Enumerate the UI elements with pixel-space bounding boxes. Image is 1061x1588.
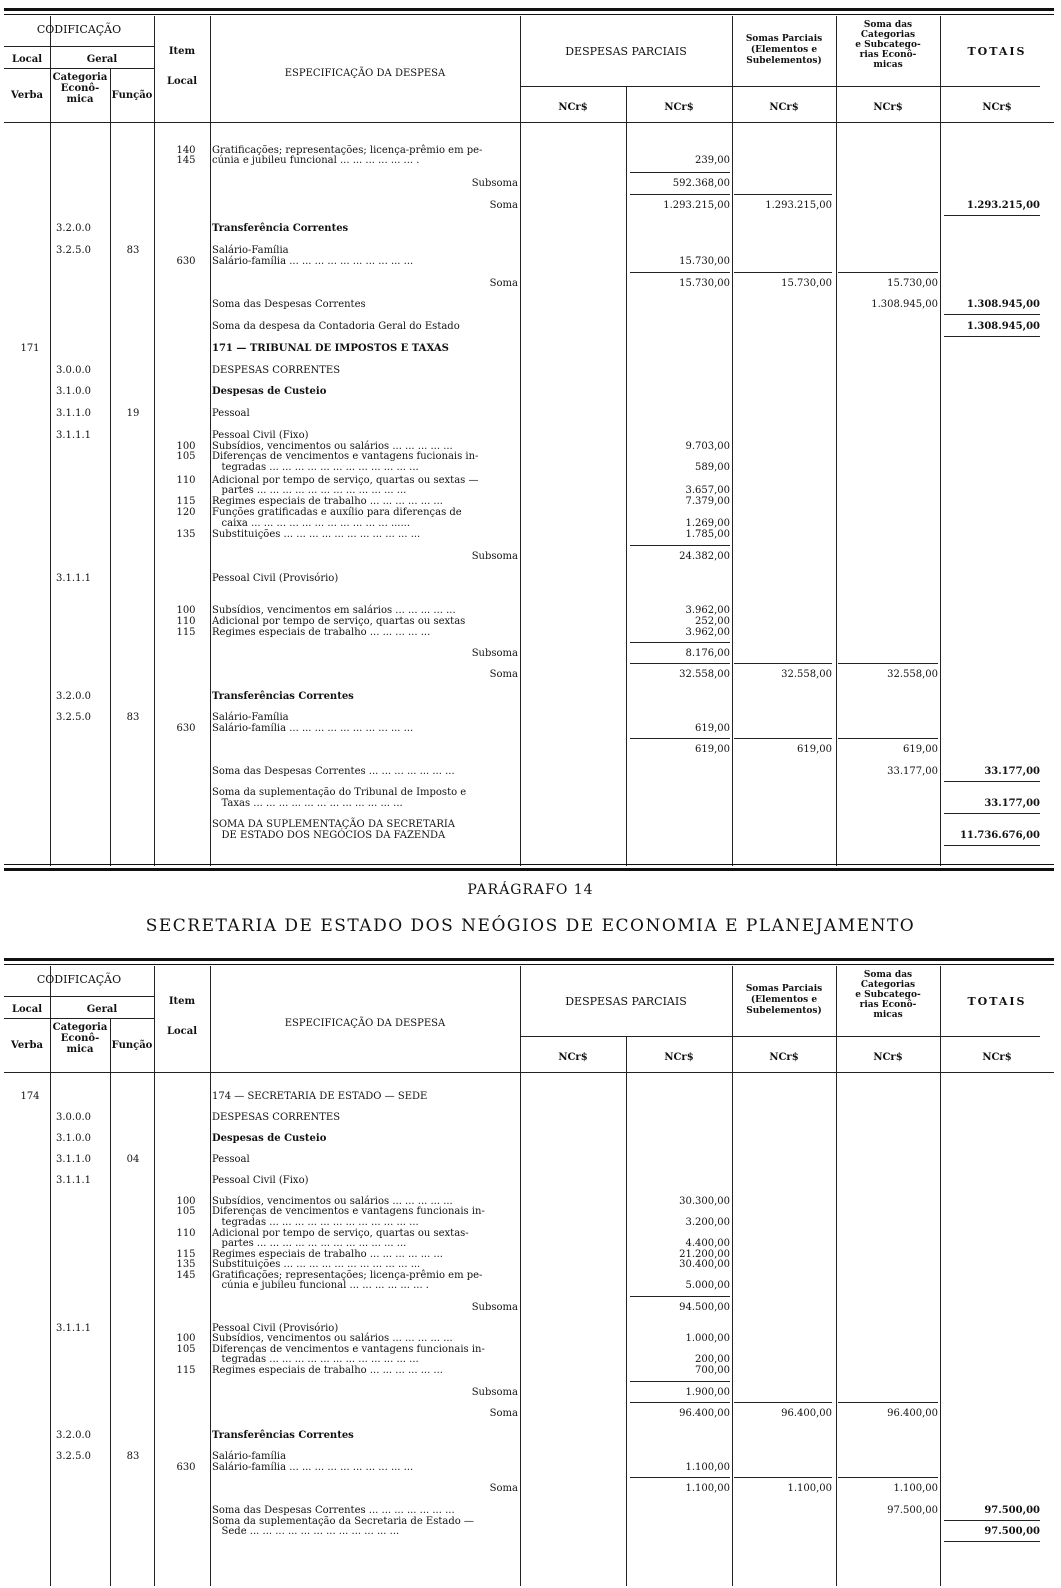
top-rule (4, 958, 1054, 961)
header-soma-cat-line: Categorias (860, 980, 916, 990)
cell-spec: Diferenças de vencimentos e vantagens funcionais in- (212, 1344, 485, 1355)
cell-spec: Salário-Família (212, 712, 289, 723)
cell-p2: 15.730,00 (679, 278, 730, 289)
paragraph-label: PARÁGRAFO 14 (467, 882, 594, 898)
cell-spec: Salário-Família (212, 245, 289, 256)
currency-label: NCr$ (558, 102, 588, 113)
header-somas-parciais-line: Somas Parciais (745, 34, 823, 44)
cell-p2: 4.400,00 (685, 1238, 730, 1249)
header-economica: Econô- (60, 83, 100, 94)
header-categoria: Categoria (52, 1022, 108, 1033)
sum-underline (630, 172, 730, 173)
currency-label: NCr$ (664, 1052, 694, 1063)
cell-p2: 1.785,00 (685, 529, 730, 540)
cell-spec: Transferência Correntes (212, 223, 349, 234)
cell-spec: DESPESAS CORRENTES (212, 1112, 341, 1123)
cell-sc: 32.558,00 (887, 669, 938, 680)
cell-spec: cúnia e jubileu funcional ... ... ... ... ... ... . (212, 155, 420, 166)
cell-spec: Transferências Correntes (212, 1430, 354, 1441)
header-somas-parciais-line: (Elementos e (750, 995, 818, 1005)
cell-p2: 1.269,00 (685, 518, 730, 529)
cell-tot: 11.736.676,00 (959, 830, 1040, 841)
header-somas-parciais-line: Somas Parciais (745, 984, 823, 994)
header-geral: Geral (86, 54, 118, 65)
cell-item: 115 (176, 1249, 196, 1260)
cell-spec: Soma (489, 200, 518, 211)
cell-sp: 15.730,00 (781, 278, 832, 289)
cell-p2: 15.730,00 (679, 256, 730, 267)
cell-verba: 174 (20, 1091, 40, 1102)
cell-p2: 1.293.215,00 (663, 200, 730, 211)
bottom-rule (4, 864, 1054, 865)
sum-underline (630, 194, 730, 195)
header-somas-parciais-line: (Elementos e (750, 45, 818, 55)
cell-p2: 96.400,00 (679, 1408, 730, 1419)
cell-spec: Sede ... ... ... ... ... ... ... ... ... ... ... ... (212, 1526, 400, 1537)
header-rule (520, 86, 1040, 87)
cell-cat: 3.1.1.0 (56, 408, 91, 419)
cell-verba: 171 (20, 343, 40, 354)
cell-spec: Substituições ... ... ... ... ... ... ... ... ... ... ... (212, 529, 421, 540)
cell-item: 100 (176, 605, 196, 616)
header-geral: Geral (86, 1004, 118, 1015)
cell-spec: Regimes especiais de trabalho ... ... ... ... ... ... (212, 1365, 443, 1376)
header-soma-cat-line: rias Econô- (859, 50, 917, 60)
sum-underline (630, 272, 730, 273)
cell-spec: Gratificações; representações; licença-prêmio em pe- (212, 1270, 483, 1281)
col-divider (626, 86, 627, 866)
currency-label: NCr$ (982, 1052, 1012, 1063)
currency-label: NCr$ (982, 102, 1012, 113)
header-categoria: Categoria (52, 72, 108, 83)
cell-sp: 1.100,00 (787, 1483, 832, 1494)
cell-item: 115 (176, 496, 196, 507)
cell-spec: Pessoal Civil (Fixo) (212, 430, 309, 441)
cell-p2: 8.176,00 (685, 648, 730, 659)
total-underline (944, 1520, 1040, 1521)
cell-spec: Salário-família ... ... ... ... ... ... ... ... ... ... (212, 256, 414, 267)
cell-spec: Diferenças de vencimentos e vantagens fucionais in- (212, 451, 479, 462)
cell-spec: Salário-família ... ... ... ... ... ... ... ... ... ... (212, 1462, 414, 1473)
header-rule (4, 46, 154, 47)
header-totais: TOTAIS (967, 995, 1027, 1008)
cell-fun: 83 (126, 712, 140, 723)
cell-spec: Pessoal (212, 408, 250, 419)
col-divider (732, 16, 733, 866)
sum-underline (630, 1381, 730, 1382)
cell-cat: 3.1.1.1 (56, 430, 91, 441)
cell-spec: Adicional por tempo de serviço, quartas ou sextas — (212, 475, 479, 486)
currency-label: NCr$ (873, 1052, 903, 1063)
cell-p2: 3.962,00 (685, 627, 730, 638)
header-soma-cat-line: Categorias (860, 30, 916, 40)
cell-fun: 83 (126, 1451, 140, 1462)
header-local: Local (11, 54, 43, 65)
header-soma-cat-line: Soma das (863, 20, 913, 30)
cell-item: 105 (176, 1206, 196, 1217)
cell-spec: Soma (489, 1408, 518, 1419)
header-mica: mica (66, 1044, 94, 1055)
cell-cat: 3.2.0.0 (56, 1430, 91, 1441)
cell-spec: Subsoma (471, 1387, 518, 1398)
cell-item: 120 (176, 507, 196, 518)
cell-p2: 1.000,00 (685, 1333, 730, 1344)
cell-sp: 619,00 (797, 744, 832, 755)
cell-sp: 96.400,00 (781, 1408, 832, 1419)
cell-spec: Despesas de Custeio (212, 386, 327, 397)
cell-cat: 3.2.5.0 (56, 712, 91, 723)
cell-p2: 619,00 (695, 723, 730, 734)
cell-spec: Adicional por tempo de serviço, quartas ou sextas- (212, 1228, 469, 1239)
cell-spec: Soma das Despesas Correntes (212, 299, 366, 310)
cell-spec: Substituições ... ... ... ... ... ... ... ... ... ... ... (212, 1259, 421, 1270)
sum-underline (630, 663, 730, 664)
cell-spec: Subsídios, vencimentos ou salários ... ... ... ... ... (212, 1196, 453, 1207)
cell-item: 630 (176, 256, 196, 267)
cell-cat: 3.2.0.0 (56, 223, 91, 234)
cell-cat: 3.0.0.0 (56, 365, 91, 376)
cell-spec: DE ESTADO DOS NEGÓCIOS DA FAZENDA (212, 830, 446, 841)
header-soma-cat-line: e Subcatego- (855, 990, 921, 1000)
col-divider (210, 16, 211, 866)
cell-tot: 1.308.945,00 (966, 321, 1040, 332)
cell-spec: 171 — TRIBUNAL DE IMPOSTOS E TAXAS (212, 343, 449, 354)
currency-label: NCr$ (769, 1052, 799, 1063)
sum-underline (734, 738, 832, 739)
cell-spec: Salário-família (212, 1451, 287, 1462)
cell-p2: 619,00 (695, 744, 730, 755)
cell-tot: 97.500,00 (984, 1505, 1040, 1516)
sum-underline (630, 642, 730, 643)
total-underline (944, 813, 1040, 814)
cell-spec: Subsídios, vencimentos ou salários ... ... ... ... ... (212, 441, 453, 452)
cell-spec: Soma da suplementação da Secretaria de Estado — (212, 1516, 474, 1527)
header-especificacao: ESPECIFICAÇÃO DA DESPESA (284, 68, 446, 79)
cell-spec: Subsídios, vencimentos ou salários ... ... ... ... ... (212, 1333, 453, 1344)
header-despesas-parciais: DESPESAS PARCIAIS (565, 45, 687, 58)
col-divider (154, 16, 155, 866)
cell-p2: 700,00 (695, 1365, 730, 1376)
col-divider (110, 68, 111, 866)
cell-sc: 97.500,00 (887, 1505, 938, 1516)
cell-spec: Gratificações; representações; licença-prêmio em pe- (212, 145, 483, 156)
top-rule-thin (4, 14, 1054, 15)
cell-spec: partes ... ... ... ... ... ... ... ... ... ... ... ... (212, 485, 407, 496)
cell-tot: 97.500,00 (984, 1526, 1040, 1537)
cell-p2: 589,00 (695, 462, 730, 473)
cell-sc: 15.730,00 (887, 278, 938, 289)
header-rule (520, 1036, 1040, 1037)
section-title: SECRETARIA DE ESTADO DOS NEÓGIOS DE ECONOMIA E PLANEJAMENTO (145, 916, 916, 936)
cell-tot: 33.177,00 (984, 766, 1040, 777)
cell-cat: 3.2.5.0 (56, 245, 91, 256)
cell-sc: 96.400,00 (887, 1408, 938, 1419)
cell-spec: 174 — SECRETARIA DE ESTADO — SEDE (212, 1091, 428, 1102)
cell-spec: Subsídios, vencimentos em salários ... ... ... ... ... (212, 605, 456, 616)
header-soma-categorias (836, 20, 940, 70)
cell-p2: 3.200,00 (685, 1217, 730, 1228)
cell-p2: 1.100,00 (685, 1462, 730, 1473)
total-underline (944, 845, 1040, 846)
header-item: Item (168, 46, 196, 57)
cell-spec: Salário-família ... ... ... ... ... ... ... ... ... ... (212, 723, 414, 734)
cell-item: 100 (176, 1333, 196, 1344)
cell-cat: 3.1.0.0 (56, 386, 91, 397)
cell-spec: Soma das Despesas Correntes ... ... ... ... ... ... ... (212, 766, 455, 777)
cell-spec: Regimes especiais de trabalho ... ... ... ... ... (212, 627, 431, 638)
cell-item: 145 (176, 1270, 196, 1281)
sum-underline (838, 1477, 938, 1478)
cell-p2: 1.100,00 (685, 1483, 730, 1494)
cell-item: 110 (176, 475, 196, 486)
col-divider (50, 16, 51, 866)
cell-tot: 33.177,00 (984, 798, 1040, 809)
cell-p2: 30.300,00 (679, 1196, 730, 1207)
budget-table-1 (4, 6, 1054, 870)
cell-cat: 3.2.0.0 (56, 691, 91, 702)
currency-label: NCr$ (558, 1052, 588, 1063)
cell-spec: Soma (489, 669, 518, 680)
sum-underline (630, 1477, 730, 1478)
header-soma-categorias (836, 970, 940, 1020)
header-funcao: Função (111, 1040, 153, 1051)
sum-underline (630, 545, 730, 546)
sum-underline (838, 738, 938, 739)
cell-sc: 1.100,00 (893, 1483, 938, 1494)
header-soma-cat-line: Soma das (863, 970, 913, 980)
currency-label: NCr$ (664, 102, 694, 113)
sum-underline (734, 194, 832, 195)
total-underline (944, 1541, 1040, 1542)
cell-spec: Regimes especiais de trabalho ... ... ... ... ... ... (212, 1249, 443, 1260)
cell-item: 115 (176, 627, 196, 638)
bottom-rule-thick (4, 868, 1054, 871)
cell-item: 630 (176, 723, 196, 734)
sum-underline (838, 663, 938, 664)
cell-spec: tegradas ... ... ... ... ... ... ... ... ... ... ... ... (212, 462, 419, 473)
top-rule-thin (4, 964, 1054, 965)
cell-spec: Subsoma (471, 1302, 518, 1313)
cell-item: 110 (176, 616, 196, 627)
cell-item: 145 (176, 155, 196, 166)
col-divider (50, 966, 51, 1586)
cell-sc: 33.177,00 (887, 766, 938, 777)
header-soma-cat-line: rias Econô- (859, 1000, 917, 1010)
cell-p2: 24.382,00 (679, 551, 730, 562)
header-item-local: Local (166, 1026, 198, 1037)
header-soma-cat-line: micas (873, 1010, 903, 1020)
cell-cat: 3.1.0.0 (56, 1133, 91, 1144)
header-mica: mica (66, 94, 94, 105)
total-underline (944, 314, 1040, 315)
header-soma-cat-line: micas (873, 60, 903, 70)
cell-spec: Transferências Correntes (212, 691, 354, 702)
cell-p2: 30.400,00 (679, 1259, 730, 1270)
header-despesas-parciais: DESPESAS PARCIAIS (565, 995, 687, 1008)
cell-spec: caixa ... ... ... ... ... ... ... ... ... ... ... ...... (212, 518, 411, 529)
cell-p2: 21.200,00 (679, 1249, 730, 1260)
cell-spec: Despesas de Custeio (212, 1133, 327, 1144)
cell-p2: 1.900,00 (685, 1387, 730, 1398)
header-totais: TOTAIS (967, 45, 1027, 58)
cell-sp: 32.558,00 (781, 669, 832, 680)
cell-cat: 3.1.1.1 (56, 1323, 91, 1334)
sum-underline (734, 663, 832, 664)
header-codificacao: CODIFICAÇÃO (36, 23, 122, 36)
sum-underline (838, 272, 938, 273)
cell-item: 110 (176, 1228, 196, 1239)
cell-item: 115 (176, 1365, 196, 1376)
cell-fun: 19 (126, 408, 140, 419)
header-somas-parciais-line: Subelementos) (746, 1006, 822, 1016)
cell-cat: 3.0.0.0 (56, 1112, 91, 1123)
cell-item: 135 (176, 529, 196, 540)
cell-p2: 94.500,00 (679, 1302, 730, 1313)
cell-item: 630 (176, 1462, 196, 1473)
cell-item: 105 (176, 451, 196, 462)
total-underline (944, 781, 1040, 782)
sum-underline (734, 272, 832, 273)
currency-label: NCr$ (873, 102, 903, 113)
cell-p2: 592.368,00 (672, 178, 730, 189)
cell-tot: 1.308.945,00 (966, 299, 1040, 310)
cell-item: 100 (176, 441, 196, 452)
sum-underline (630, 738, 730, 739)
cell-spec: Taxas ... ... ... ... ... ... ... ... ... ... ... ... (212, 798, 403, 809)
cell-spec: Pessoal Civil (Fixo) (212, 1175, 309, 1186)
cell-spec: Soma das Despesas Correntes ... ... ... ... ... ... ... (212, 1505, 455, 1516)
header-item-local: Local (166, 76, 198, 87)
cell-p2: 3.657,00 (685, 485, 730, 496)
cell-spec: Funções gratificadas e auxílio para diferenças de (212, 507, 462, 518)
cell-spec: cúnia e jubileu funcional ... ... ... ... ... ... . (212, 1280, 429, 1291)
sum-underline (734, 1402, 832, 1403)
cell-p2: 5.000,00 (685, 1280, 730, 1291)
header-verba: Verba (11, 1040, 43, 1051)
header-funcao: Função (111, 90, 153, 101)
cell-item: 105 (176, 1344, 196, 1355)
cell-p2: 7.379,00 (685, 496, 730, 507)
header-rule (4, 1018, 154, 1019)
cell-item: 135 (176, 1259, 196, 1270)
header-bottom-rule (4, 122, 1054, 123)
cell-cat: 3.1.1.1 (56, 573, 91, 584)
cell-cat: 3.1.1.0 (56, 1154, 91, 1165)
cell-p2: 32.558,00 (679, 669, 730, 680)
cell-spec: Subsoma (471, 551, 518, 562)
col-divider (520, 16, 521, 866)
top-rule (4, 8, 1054, 11)
header-rule (4, 996, 154, 997)
sum-underline (630, 1402, 730, 1403)
cell-p2: 9.703,00 (685, 441, 730, 452)
header-local: Local (11, 1004, 43, 1015)
budget-table-2 (4, 956, 1054, 1586)
cell-p2: 239,00 (695, 155, 730, 166)
cell-spec: partes ... ... ... ... ... ... ... ... ... ... ... ... (212, 1238, 407, 1249)
total-underline (944, 336, 1040, 337)
currency-label: NCr$ (769, 102, 799, 113)
col-divider (836, 16, 837, 866)
cell-fun: 04 (126, 1154, 140, 1165)
header-soma-cat-line: e Subcatego- (855, 40, 921, 50)
cell-p2: 252,00 (695, 616, 730, 627)
cell-spec: Soma da despesa da Contadoria Geral do Estado (212, 321, 460, 332)
cell-sp: 1.293.215,00 (765, 200, 832, 211)
cell-spec: Pessoal Civil (Provisório) (212, 573, 339, 584)
header-somas-parciais (732, 984, 836, 1017)
cell-spec: Adicional por tempo de serviço, quartas ou sextas (212, 616, 466, 627)
cell-fun: 83 (126, 245, 140, 256)
cell-item: 100 (176, 1196, 196, 1207)
header-somas-parciais (732, 34, 836, 67)
cell-spec: DESPESAS CORRENTES (212, 365, 341, 376)
cell-spec: Pessoal (212, 1154, 250, 1165)
sum-underline (630, 1296, 730, 1297)
cell-sc: 619,00 (903, 744, 938, 755)
cell-spec: Diferenças de vencimentos e vantagens funcionais in- (212, 1206, 485, 1217)
col-divider (210, 966, 211, 1586)
cell-spec: Soma da suplementação do Tribunal de Imposto e (212, 787, 467, 798)
cell-p2: 3.962,00 (685, 605, 730, 616)
col-divider (940, 16, 941, 866)
header-rule (4, 68, 154, 69)
cell-spec: tegradas ... ... ... ... ... ... ... ... ... ... ... ... (212, 1217, 419, 1228)
header-codificacao: CODIFICAÇÃO (36, 973, 122, 986)
cell-spec: tegradas ... ... ... ... ... ... ... ... ... ... ... ... (212, 1354, 419, 1365)
cell-sc: 1.308.945,00 (871, 299, 938, 310)
sum-underline (734, 1477, 832, 1478)
header-verba: Verba (11, 90, 43, 101)
cell-item: 140 (176, 145, 196, 156)
cell-spec: Pessoal Civil (Provisório) (212, 1323, 339, 1334)
cell-tot: 1.293.215,00 (966, 200, 1040, 211)
total-underline (944, 215, 1040, 216)
cell-spec: Soma (489, 278, 518, 289)
cell-cat: 3.1.1.1 (56, 1175, 91, 1186)
header-economica: Econô- (60, 1033, 100, 1044)
sum-underline (838, 1402, 938, 1403)
cell-cat: 3.2.5.0 (56, 1451, 91, 1462)
col-divider (110, 1018, 111, 1586)
cell-spec: SOMA DA SUPLEMENTAÇÃO DA SECRETARIA (212, 819, 456, 830)
header-bottom-rule (4, 1072, 1054, 1073)
header-item: Item (168, 996, 196, 1007)
cell-spec: Regimes especiais de trabalho ... ... ... ... ... ... (212, 496, 443, 507)
cell-spec: Subsoma (471, 648, 518, 659)
col-divider (154, 966, 155, 1586)
header-somas-parciais-line: Subelementos) (746, 56, 822, 66)
header-especificacao: ESPECIFICAÇÃO DA DESPESA (284, 1018, 446, 1029)
cell-spec: Soma (489, 1483, 518, 1494)
cell-spec: Subsoma (471, 178, 518, 189)
cell-p2: 200,00 (695, 1354, 730, 1365)
col-divider (626, 1036, 627, 1586)
